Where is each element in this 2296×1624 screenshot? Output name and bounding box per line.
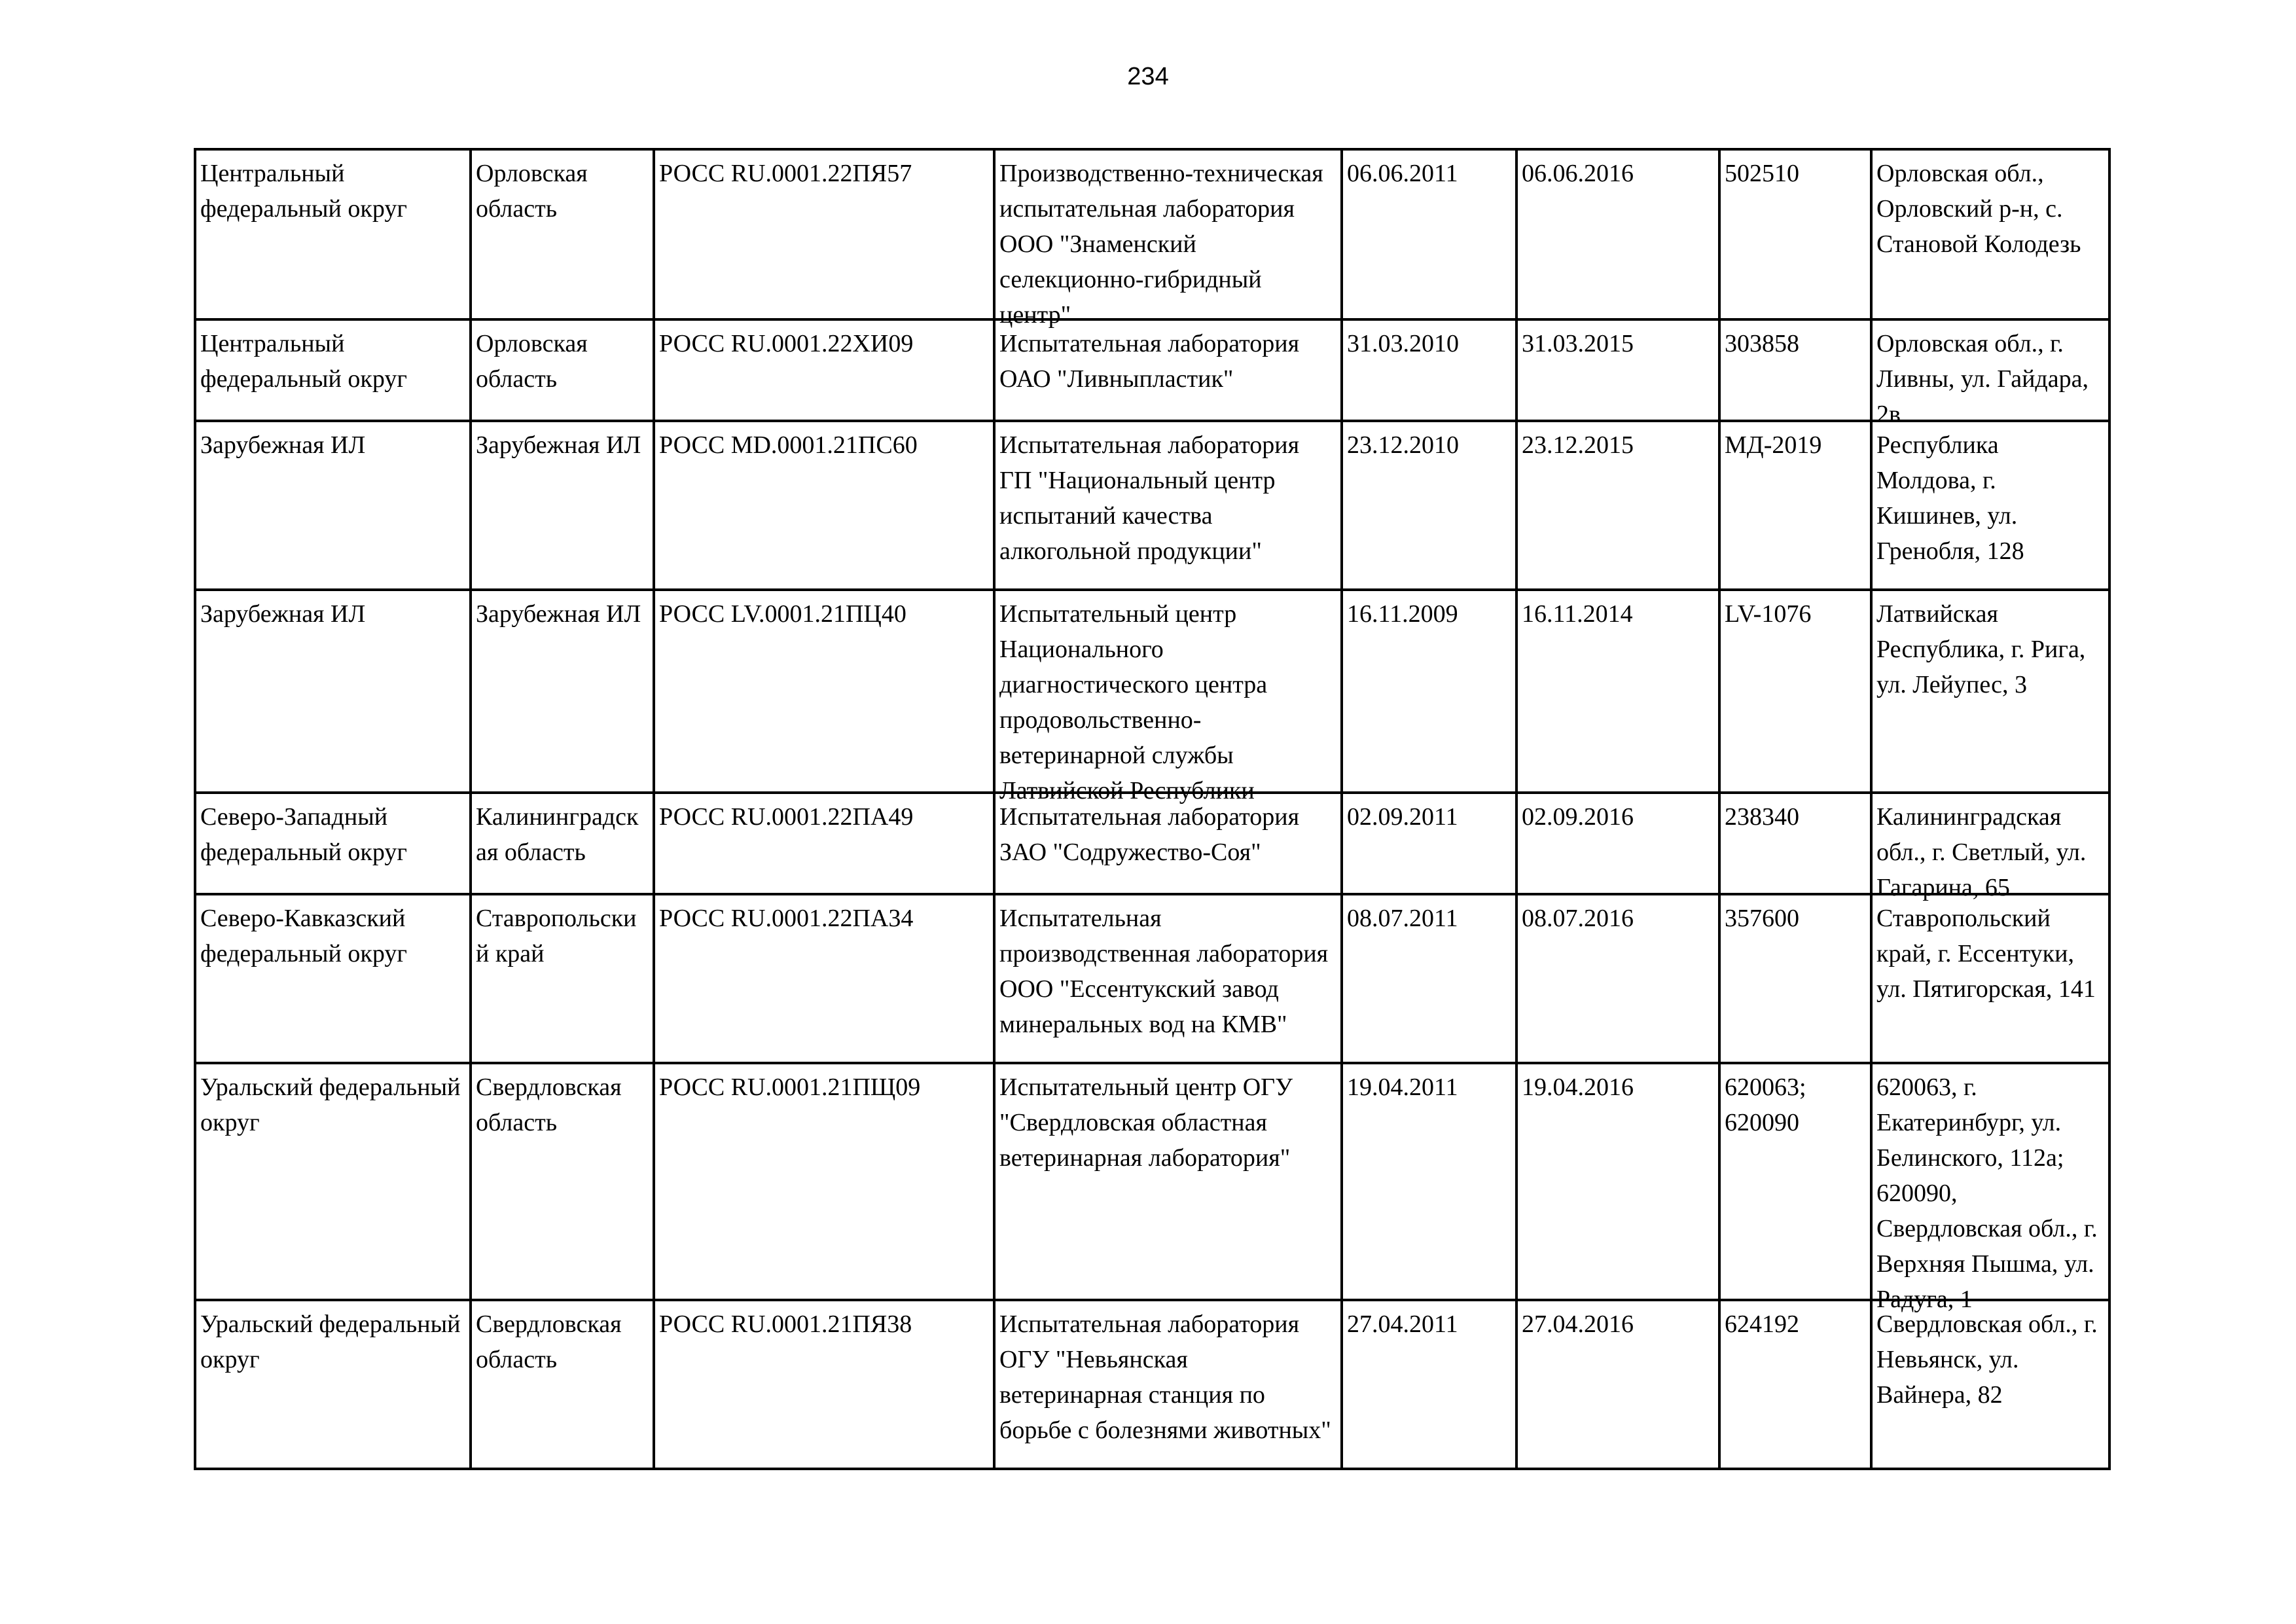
region-cell: Зарубежная ИЛ <box>471 421 654 590</box>
postal-code-cell: 620063; 620090 <box>1719 1063 1871 1300</box>
address-cell: Латвийская Республика, г. Рига, ул. Лейупес, 3 <box>1871 590 2109 793</box>
cert-number-cell: РОСС LV.0001.21ПЦ40 <box>654 590 994 793</box>
region-cell: Ставропольский край <box>471 894 654 1063</box>
cert-number-cell: РОСС RU.0001.22ПА34 <box>654 894 994 1063</box>
address-cell: Республика Молдова, г. Кишинев, ул. Гренобля, 128 <box>1871 421 2109 590</box>
address-cell: Орловская обл., Орловский р-н, с. Становой Колодезь <box>1871 149 2109 319</box>
table-row <box>195 421 2109 590</box>
date-expires-cell: 16.11.2014 <box>1516 590 1719 793</box>
region-cell: Свердловская область <box>471 1300 654 1469</box>
table-row <box>195 1063 2109 1300</box>
date-expires-cell: 23.12.2015 <box>1516 421 1719 590</box>
date-issued-cell: 02.09.2011 <box>1342 793 1516 894</box>
lab-name-cell: Испытательная лаборатория ГП "Национальный центр испытаний качества алкогольной продукции" <box>994 421 1342 590</box>
region-cell: Зарубежная ИЛ <box>471 590 654 793</box>
postal-code-cell: 238340 <box>1719 793 1871 894</box>
postal-code-cell: 502510 <box>1719 149 1871 319</box>
lab-name-cell: Испытательная лаборатория ОГУ "Невьянская ветеринарная станция по борьбе с болезнями животных" <box>994 1300 1342 1469</box>
cert-number-cell: РОСС RU.0001.22ПЯ57 <box>654 149 994 319</box>
table-row <box>195 319 2109 421</box>
address-cell: Орловская обл., г. Ливны, ул. Гайдара, 2в <box>1871 319 2109 421</box>
lab-name-cell: Производственно-техническая испытательная лаборатория ООО "Знаменский селекционно-гибридный центр" <box>994 149 1342 319</box>
address-cell: Калининградская обл., г. Светлый, ул. Гагарина, 65 <box>1871 793 2109 894</box>
cert-number-cell: РОСС RU.0001.22ХИ09 <box>654 319 994 421</box>
table-row <box>195 894 2109 1063</box>
region-cell: Свердловская область <box>471 1063 654 1300</box>
district-cell: Центральный федеральный округ <box>195 149 471 319</box>
date-issued-cell: 31.03.2010 <box>1342 319 1516 421</box>
date-expires-cell: 08.07.2016 <box>1516 894 1719 1063</box>
postal-code-cell: МД-2019 <box>1719 421 1871 590</box>
date-issued-cell: 27.04.2011 <box>1342 1300 1516 1469</box>
table-row <box>195 793 2109 894</box>
date-issued-cell: 06.06.2011 <box>1342 149 1516 319</box>
district-cell: Зарубежная ИЛ <box>195 590 471 793</box>
district-cell: Уральский федеральный округ <box>195 1063 471 1300</box>
table-row <box>195 590 2109 793</box>
postal-code-cell: 303858 <box>1719 319 1871 421</box>
cert-number-cell: РОСС RU.0001.21ПЩ09 <box>654 1063 994 1300</box>
date-issued-cell: 23.12.2010 <box>1342 421 1516 590</box>
address-cell: 620063, г. Екатеринбург, ул. Белинского, 112а; 620090, Свердловская обл., г. Верхняя Пышма, ул. Радуга, 1 <box>1871 1063 2109 1300</box>
date-issued-cell: 08.07.2011 <box>1342 894 1516 1063</box>
address-cell: Свердловская обл., г. Невьянск, ул. Вайнера, 82 <box>1871 1300 2109 1469</box>
cert-number-cell: РОСС MD.0001.21ПС60 <box>654 421 994 590</box>
lab-name-cell: Испытательная производственная лаборатория ООО "Ессентукский завод минеральных вод на КМВ" <box>994 894 1342 1063</box>
district-cell: Северо-Кавказский федеральный округ <box>195 894 471 1063</box>
lab-name-cell: Испытательная лаборатория ЗАО "Содружество-Соя" <box>994 793 1342 894</box>
postal-code-cell: LV-1076 <box>1719 590 1871 793</box>
page-number: 234 <box>1127 63 1169 90</box>
date-issued-cell: 16.11.2009 <box>1342 590 1516 793</box>
table-row <box>195 1300 2109 1469</box>
lab-name-cell: Испытательная лаборатория ОАО "Ливныпластик" <box>994 319 1342 421</box>
lab-name-cell: Испытательный центр Национального диагностического центра продовольственно-ветеринарной службы Латвийской Республики <box>994 590 1342 793</box>
address-cell: Ставропольский край, г. Ессентуки, ул. Пятигорская, 141 <box>1871 894 2109 1063</box>
date-expires-cell: 19.04.2016 <box>1516 1063 1719 1300</box>
district-cell: Северо-Западный федеральный округ <box>195 793 471 894</box>
laboratory-registry-table <box>194 148 2111 1470</box>
date-issued-cell: 19.04.2011 <box>1342 1063 1516 1300</box>
region-cell: Калининградская область <box>471 793 654 894</box>
postal-code-cell: 624192 <box>1719 1300 1871 1469</box>
cert-number-cell: РОСС RU.0001.22ПА49 <box>654 793 994 894</box>
date-expires-cell: 06.06.2016 <box>1516 149 1719 319</box>
district-cell: Уральский федеральный округ <box>195 1300 471 1469</box>
lab-name-cell: Испытательный центр ОГУ "Свердловская областная ветеринарная лаборатория" <box>994 1063 1342 1300</box>
date-expires-cell: 31.03.2015 <box>1516 319 1719 421</box>
date-expires-cell: 02.09.2016 <box>1516 793 1719 894</box>
region-cell: Орловская область <box>471 319 654 421</box>
cert-number-cell: РОСС RU.0001.21ПЯ38 <box>654 1300 994 1469</box>
district-cell: Зарубежная ИЛ <box>195 421 471 590</box>
district-cell: Центральный федеральный округ <box>195 319 471 421</box>
region-cell: Орловская область <box>471 149 654 319</box>
table-row <box>195 149 2109 319</box>
postal-code-cell: 357600 <box>1719 894 1871 1063</box>
date-expires-cell: 27.04.2016 <box>1516 1300 1719 1469</box>
